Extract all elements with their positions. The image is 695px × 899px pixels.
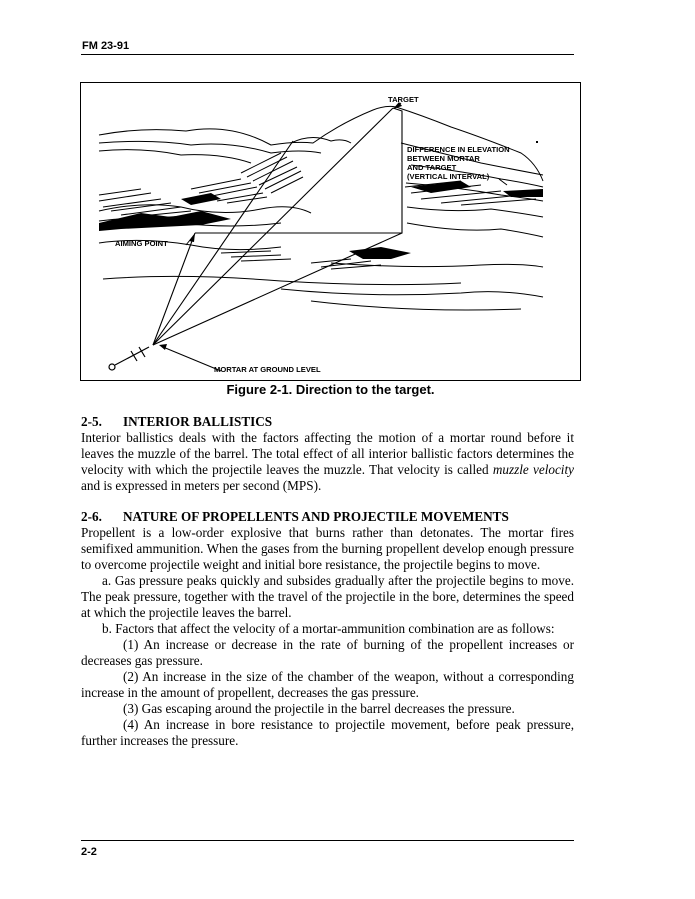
section-title: NATURE OF PROPELLENTS AND PROJECTILE MOVEMENTS [123, 509, 509, 524]
term-muzzle-velocity: muzzle velocity [492, 462, 574, 477]
section-2-6 [81, 509, 574, 749]
terrain-illustration [81, 83, 581, 381]
paragraph-a: a. Gas pressure peaks quickly and subsides gradually after the projectile begins to move. The peak pressure, together with the travel of the projectile in the bore, determines the speed at which the projectile leaves the barrel. [81, 573, 574, 620]
list-item: (2) An increase in the size of the chamber of the weapon, without a corresponding increase in the amount of propellent, decreases the gas pressure. [81, 669, 574, 700]
section-title: INTERIOR BALLISTICS [123, 414, 273, 429]
paragraph-intro: Propellent is a low-order explosive that burns rather than detonates. The mortar fires semifixed ammunition. When the gases from the burning propellent develop enough pressure to overcome projectile weight and initial bore resistance, the projectile begins to move. [81, 525, 574, 572]
footer-rule [81, 840, 574, 841]
section-number: 2-5. [81, 414, 102, 429]
target-label: TARGET [388, 95, 419, 104]
mortar-label: MORTAR AT GROUND LEVEL [214, 365, 321, 374]
paragraph-text: and is expressed in meters per second (MPS). [81, 478, 322, 493]
list-item: (1) An increase or decrease in the rate of burning of the propellent increases or decreases gas pressure. [81, 637, 574, 668]
aiming-point-label: AIMING POINT [115, 239, 168, 248]
list-item: (4) An increase in bore resistance to projectile movement, before peak pressure, further increases the pressure. [81, 717, 574, 748]
list-item: (3) Gas escaping around the projectile in the barrel decreases the pressure. [123, 701, 515, 716]
figure-2-1 [80, 82, 581, 381]
paragraph-b: b. Factors that affect the velocity of a mortar-ammunition combination are as follows: [102, 621, 555, 636]
paragraph [81, 430, 574, 494]
document-id: FM 23-91 [82, 40, 130, 52]
paragraph-text: Interior ballistics deals with the factors affecting the motion of a mortar round before it leaves the muzzle of the barrel. The total effect of all interior ballistic factors determines the velocity with which the projectile leaves the muzzle. That velocity is called [81, 430, 574, 477]
section-heading [81, 509, 574, 525]
header-rule [81, 54, 574, 55]
section-heading [81, 414, 574, 430]
section-number: 2-6. [81, 509, 102, 524]
elevation-difference-label: DIFFERENCE IN ELEVATION BETWEEN MORTAR AND TARGET (VERTICAL INTERVAL) [407, 145, 510, 181]
section-2-5 [81, 414, 574, 494]
page-number: 2-2 [81, 846, 97, 858]
figure-caption: Figure 2-1. Direction to the target. [226, 382, 435, 397]
